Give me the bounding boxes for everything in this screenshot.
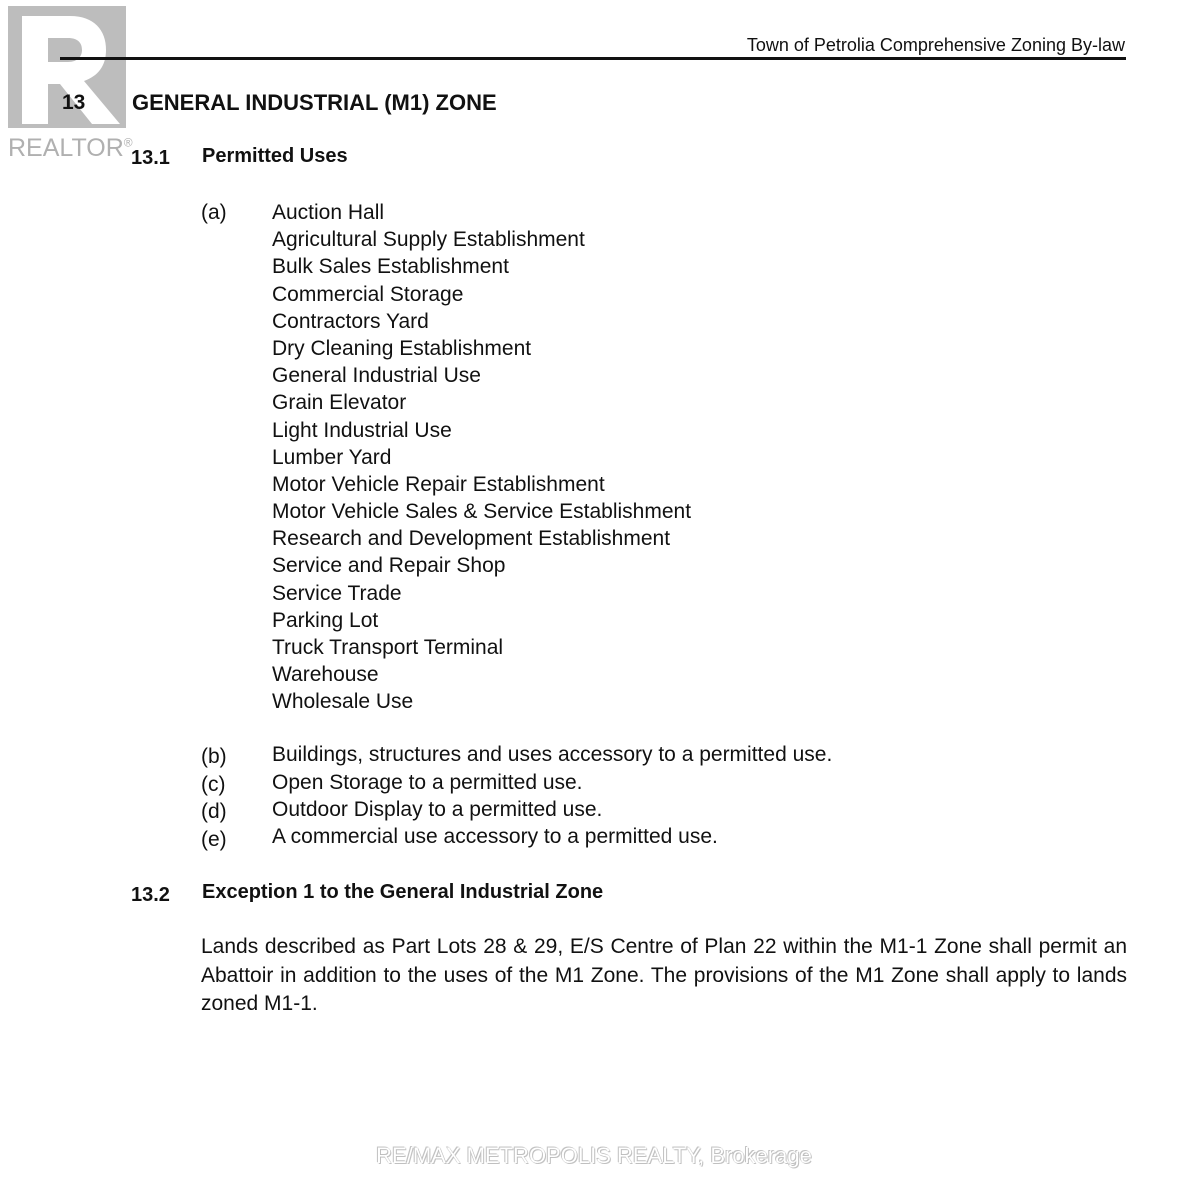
- item-letter-b: (b): [201, 745, 227, 768]
- list-item: Service and Repair Shop: [272, 554, 506, 578]
- permitted-uses-list: [272, 199, 691, 716]
- item-letter-e: (e): [201, 828, 227, 851]
- list-item: Auction Hall: [272, 201, 385, 224]
- realtor-wordmark: REALTOR®: [8, 134, 133, 162]
- exception-paragraph: Lands described as Part Lots 28 & 29, E/S Centre of Plan 22 within the M1-1 Zone shall permit an Abattoir in addition to the uses of the M1 Zone. The provisions of the M1 Zone shall apply to lands zoned M1-1.: [201, 935, 1127, 1015]
- subsection-number-13-1: 13.1: [131, 147, 170, 169]
- list-item: Light Industrial Use: [272, 418, 452, 442]
- item-letter-c: (c): [201, 773, 226, 796]
- list-item: Dry Cleaning Establishment: [272, 336, 532, 360]
- list-item: Truck Transport Terminal: [272, 636, 504, 659]
- list-item: Commercial Storage: [272, 282, 464, 306]
- list-item: Lumber Yard: [272, 445, 392, 469]
- list-item: Service Trade: [272, 581, 402, 605]
- section-title: GENERAL INDUSTRIAL (M1) ZONE: [132, 90, 497, 115]
- item-text-e: A commercial use accessory to a permitted use.: [272, 825, 718, 848]
- list-item: General Industrial Use: [272, 364, 481, 388]
- list-item: Grain Elevator: [272, 391, 407, 415]
- item-text-c: Open Storage to a permitted use.: [272, 771, 583, 794]
- header-rule: [60, 57, 1126, 60]
- item-text-d: Outdoor Display to a permitted use.: [272, 798, 603, 821]
- list-item: Motor Vehicle Sales & Service Establishment: [272, 500, 692, 524]
- list-item: Bulk Sales Establishment: [272, 255, 509, 279]
- item-letter-d: (d): [201, 800, 227, 823]
- list-item: Agricultural Supply Establishment: [272, 228, 585, 252]
- item-letter-a: (a): [201, 201, 227, 224]
- item-text-b: Buildings, structures and uses accessory to a permitted use.: [272, 743, 833, 766]
- section-number: 13: [62, 91, 86, 114]
- subsection-title-exception: Exception 1 to the General Industrial Zone: [202, 881, 604, 903]
- subsection-number-13-2: 13.2: [131, 884, 170, 906]
- document-header-title: Town of Petrolia Comprehensive Zoning By-law: [746, 35, 1125, 55]
- list-item: Warehouse: [272, 663, 379, 687]
- list-item: Research and Development Establishment: [272, 527, 671, 551]
- list-item: Motor Vehicle Repair Establishment: [272, 472, 605, 496]
- realtor-logo: [8, 6, 133, 162]
- subsection-title-permitted-uses: Permitted Uses: [202, 145, 348, 167]
- brokerage-watermark: RE/MAX METROPOLIS REALTY, Brokerage: [376, 1143, 812, 1168]
- list-item: Wholesale Use: [272, 690, 414, 714]
- list-item: Contractors Yard: [272, 309, 429, 333]
- list-item: Parking Lot: [272, 608, 379, 632]
